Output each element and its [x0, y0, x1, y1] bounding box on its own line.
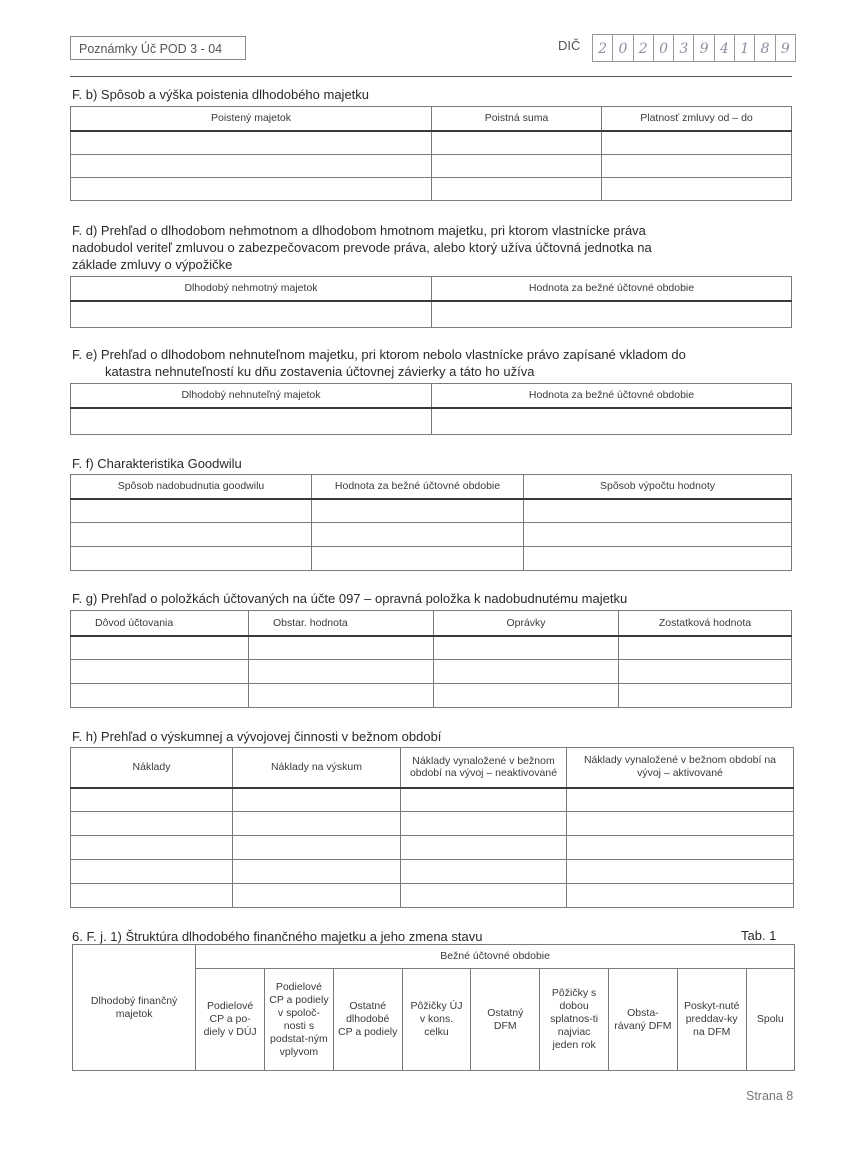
section-title-fb: F. b) Spôsob a výška poistenia dlhodobého majetku: [72, 87, 370, 102]
column-header: Oprávky: [434, 611, 619, 636]
table-cell[interactable]: [524, 523, 792, 547]
table-cell[interactable]: [71, 154, 432, 177]
title-line: základe zmluvy o výpožičke: [72, 257, 233, 272]
table-row: [71, 154, 792, 177]
dic-digit: 0: [613, 35, 633, 61]
table-row: [71, 301, 792, 328]
table-cell[interactable]: [432, 131, 602, 155]
title-line: nadobudol veriteľ zmluvou o zabezpečovacom prevode práva, alebo ktorý užíva účtovná jednotka na: [72, 240, 652, 255]
table-cell[interactable]: [602, 131, 792, 155]
column-header: Zostatková hodnota: [619, 611, 792, 636]
dic-digit: 1: [735, 35, 755, 61]
column-header: Hodnota za bežné účtovné obdobie: [432, 384, 792, 408]
table-row: [71, 684, 792, 708]
column-header: Obsta-rávaný DFM: [609, 969, 678, 1071]
table-fh: [70, 747, 794, 908]
table-cell[interactable]: [249, 636, 434, 660]
table-row: [71, 523, 792, 547]
table-row: [71, 884, 794, 908]
dic-digit: 8: [755, 35, 775, 61]
table-cell[interactable]: [233, 860, 401, 884]
table-cell[interactable]: [401, 884, 567, 908]
column-header: Hodnota za bežné účtovné obdobie: [432, 277, 792, 301]
section-title-fh: F. h) Prehľad o výskumnej a vývojovej činnosti v bežnom období: [72, 729, 442, 744]
column-header: Platnosť zmluvy od – do: [602, 107, 792, 131]
table-cell[interactable]: [71, 408, 432, 435]
table-cell[interactable]: [524, 499, 792, 523]
table-row: [71, 660, 792, 684]
column-header: Podielové CP a po-diely v DÚJ: [196, 969, 265, 1071]
dic-digit: 9: [694, 35, 714, 61]
table-fj1: [72, 944, 795, 1071]
dic-digit: 3: [674, 35, 694, 61]
tab-label: Tab. 1: [741, 928, 777, 943]
column-header: Poistený majetok: [71, 107, 432, 131]
table-cell[interactable]: [401, 812, 567, 836]
table-cell[interactable]: [71, 523, 312, 547]
table-cell[interactable]: [71, 301, 432, 328]
table-cell[interactable]: [71, 499, 312, 523]
table-cell[interactable]: [432, 408, 792, 435]
dic-label: DIČ: [558, 38, 581, 53]
table-row: [71, 788, 794, 812]
dic-digit: 0: [654, 35, 674, 61]
table-cell[interactable]: [602, 154, 792, 177]
table-fe: [70, 383, 792, 435]
column-header: Poistná suma: [432, 107, 602, 131]
table-cell[interactable]: [567, 836, 794, 860]
table-cell[interactable]: [524, 547, 792, 571]
column-header: Spôsob výpočtu hodnoty: [524, 475, 792, 499]
column-header: Pôžičky ÚJ v kons. celku: [402, 969, 471, 1071]
table-cell[interactable]: [71, 884, 233, 908]
table-cell[interactable]: [71, 660, 249, 684]
column-header: Náklady vynaložené v bežnom období na vývoj – aktivované: [567, 748, 794, 788]
table-cell[interactable]: [249, 684, 434, 708]
table-cell[interactable]: [432, 301, 792, 328]
title-line: katastra nehnuteľností ku dňu zostavenia účtovnej závierky a táto ho užíva: [105, 364, 535, 379]
column-header: Hodnota za bežné účtovné obdobie: [312, 475, 524, 499]
section-title-fd: [72, 222, 652, 273]
table-cell[interactable]: [619, 684, 792, 708]
table-row: [71, 408, 792, 435]
column-header: Podielové CP a podiely v spoloč-nosti s podstat-ným vplyvom: [265, 969, 334, 1071]
table-cell[interactable]: [233, 884, 401, 908]
table-cell[interactable]: [71, 812, 233, 836]
table-cell[interactable]: [71, 836, 233, 860]
column-header: Náklady na výskum: [233, 748, 401, 788]
table-cell[interactable]: [233, 836, 401, 860]
dic-digit: 2: [634, 35, 654, 61]
column-header: Pôžičky s dobou splatnos-ti najviac jeden rok: [540, 969, 609, 1071]
table-cell[interactable]: [71, 860, 233, 884]
dic-field[interactable]: [592, 34, 796, 62]
column-header: Spolu: [746, 969, 794, 1071]
table-cell[interactable]: [71, 636, 249, 660]
table-row: [71, 499, 792, 523]
table-cell[interactable]: [233, 788, 401, 812]
column-header: Dlhodobý nehmotný majetok: [71, 277, 432, 301]
table-row: [71, 812, 794, 836]
title-line: F. e) Prehľad o dlhodobom nehnuteľnom majetku, pri ktorom nebolo vlastnícke právo zapísané vkladom do: [72, 347, 686, 362]
column-header: Náklady: [71, 748, 233, 788]
table-cell[interactable]: [71, 684, 249, 708]
column-header: Poskyt-nuté preddav-ky na DFM: [677, 969, 746, 1071]
section-title-ff: F. f) Charakteristika Goodwilu: [72, 456, 242, 471]
column-header: Dôvod účtovania: [71, 611, 249, 636]
table-fb: [70, 106, 792, 201]
table-cell[interactable]: [71, 131, 432, 155]
table-cell[interactable]: [434, 660, 619, 684]
table-cell[interactable]: [401, 788, 567, 812]
table-cell[interactable]: [432, 154, 602, 177]
group-header: Bežné účtovné obdobie: [196, 945, 795, 969]
header-divider: [70, 76, 792, 77]
table-cell[interactable]: [619, 660, 792, 684]
table-cell[interactable]: [312, 547, 524, 571]
column-header: Obstar. hodnota: [249, 611, 434, 636]
table-row: [71, 131, 792, 155]
table-cell[interactable]: [567, 884, 794, 908]
dic-digit: 2: [593, 35, 613, 61]
table-cell[interactable]: [233, 812, 401, 836]
table-cell[interactable]: [71, 547, 312, 571]
column-header: Náklady vynaložené v bežnom období na vývoj – neaktivované: [401, 748, 567, 788]
form-code-box: Poznámky Úč POD 3 - 04: [70, 36, 246, 60]
row-header: Dlhodobý finančný majetok: [73, 945, 196, 1071]
table-cell[interactable]: [249, 660, 434, 684]
table-cell[interactable]: [567, 788, 794, 812]
column-header: Ostatné dlhodobé CP a podiely: [333, 969, 402, 1071]
section-title-fe: [72, 346, 686, 380]
table-cell[interactable]: [312, 499, 524, 523]
table-row: [71, 860, 794, 884]
column-header: Dlhodobý nehnuteľný majetok: [71, 384, 432, 408]
table-cell[interactable]: [434, 684, 619, 708]
column-header: Ostatný DFM: [471, 969, 540, 1071]
table-cell[interactable]: [71, 788, 233, 812]
dic-digit: 4: [715, 35, 735, 61]
table-cell[interactable]: [602, 177, 792, 200]
table-cell[interactable]: [71, 177, 432, 200]
table-cell[interactable]: [434, 636, 619, 660]
table-cell[interactable]: [401, 836, 567, 860]
dic-digit: 9: [776, 35, 796, 61]
section-title-fg: F. g) Prehľad o položkách účtovaných na účte 097 – opravná položka k nadobudnutému majetku: [72, 591, 628, 606]
table-fd: [70, 276, 792, 328]
table-cell[interactable]: [432, 177, 602, 200]
table-ff: [70, 474, 792, 571]
table-fg: [70, 610, 792, 708]
column-header: Spôsob nadobudnutia goodwilu: [71, 475, 312, 499]
table-row: [71, 636, 792, 660]
table-cell[interactable]: [567, 860, 794, 884]
table-cell[interactable]: [401, 860, 567, 884]
table-cell[interactable]: [619, 636, 792, 660]
title-line: F. d) Prehľad o dlhodobom nehmotnom a dlhodobom hmotnom majetku, pri ktorom vlastnícke práva: [72, 223, 646, 238]
table-row: [71, 547, 792, 571]
page-number: Strana 8: [746, 1089, 794, 1103]
table-cell[interactable]: [567, 812, 794, 836]
table-row: [71, 177, 792, 200]
table-cell[interactable]: [312, 523, 524, 547]
section-title-fj1: 6. F. j. 1) Štruktúra dlhodobého finančného majetku a jeho zmena stavu: [72, 929, 483, 944]
table-row: [71, 836, 794, 860]
